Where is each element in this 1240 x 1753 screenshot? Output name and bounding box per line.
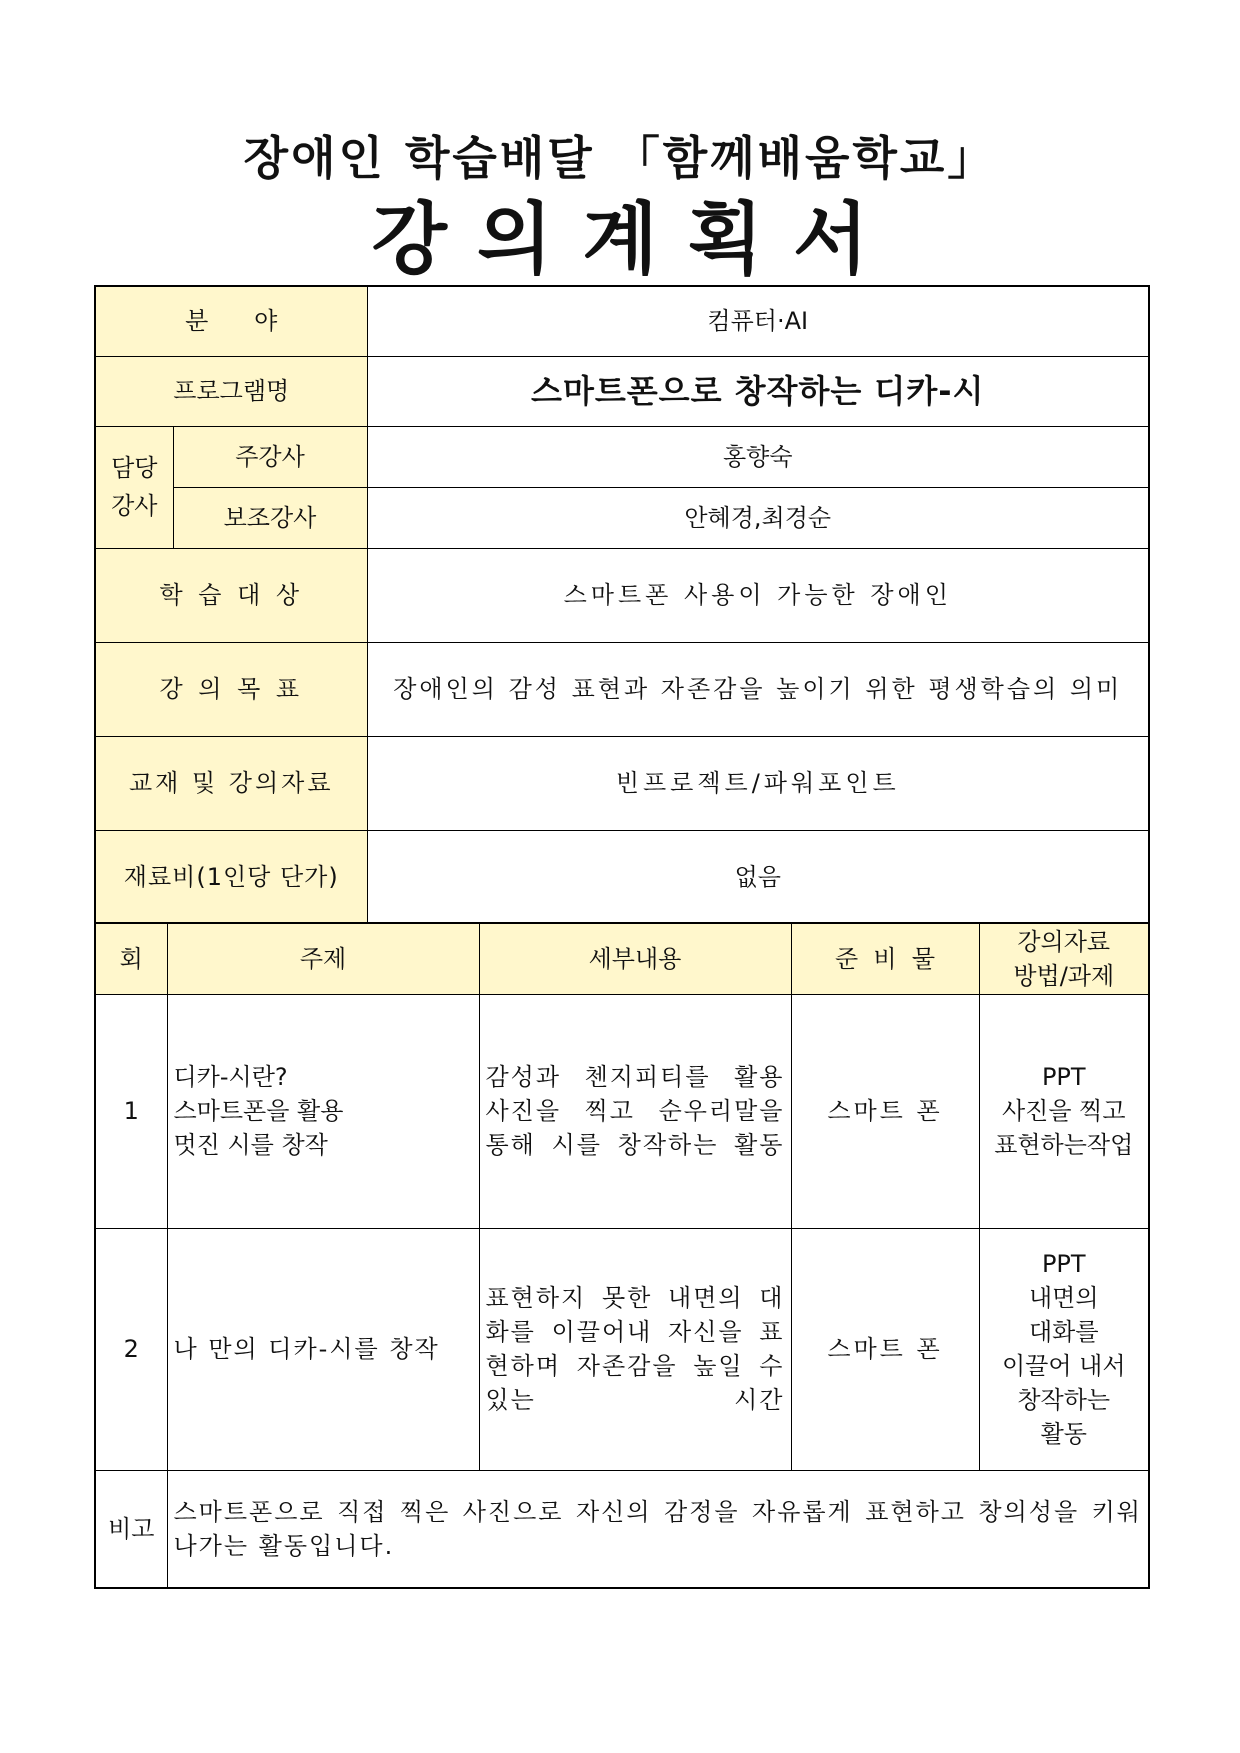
document-title-line2: 강의계획서 bbox=[371, 195, 899, 285]
instructor-group-label: 담당강사 bbox=[111, 454, 158, 520]
topic-header: 주제 bbox=[167, 923, 479, 994]
program-value: 스마트폰으로 창작하는 디카-시 bbox=[367, 356, 1149, 426]
goal-value: 장애인의 감성 표현과 자존감을 높이기 위한 평생학습의 의미 bbox=[367, 642, 1149, 736]
course-info-table bbox=[94, 285, 1150, 925]
fee-value: 없음 bbox=[367, 830, 1149, 924]
material-value: 빈프로젝트/파워포인트 bbox=[367, 736, 1149, 830]
details-cell: 감성과 첸지피티를 활용 사진을 찍고 순우리말을 통해 시를 창작하는 활동 bbox=[479, 994, 791, 1228]
details-header: 세부내용 bbox=[479, 923, 791, 994]
session-header: 회 bbox=[95, 923, 167, 994]
session-number: 1 bbox=[95, 994, 167, 1228]
supplies-cell: 스마트 폰 bbox=[791, 994, 979, 1228]
schedule-table bbox=[94, 922, 1150, 1589]
target-value: 스마트폰 사용이 가능한 장애인 bbox=[367, 548, 1149, 642]
topic-cell bbox=[167, 994, 479, 1228]
field-value: 컴퓨터·AI bbox=[367, 286, 1149, 356]
remarks-label: 비고 bbox=[95, 1470, 167, 1588]
method-line: 표현하는작업 bbox=[994, 1131, 1134, 1159]
material-label: 교재 및 강의자료 bbox=[95, 736, 367, 830]
details-cell: 표현하지 못한 내면의 대화를 이끌어내 자신을 표현하며 자존감을 높일 수 있는 시간 bbox=[479, 1228, 791, 1470]
method-line: 창작하는 bbox=[1017, 1386, 1111, 1414]
method-line: 이끌어 내서 bbox=[1001, 1352, 1126, 1380]
method-cell bbox=[979, 994, 1149, 1228]
topic-line: 나 만의 디카-시를 창작 bbox=[173, 1335, 440, 1363]
field-label: 분 야 bbox=[95, 286, 367, 356]
topic-line: 스마트폰을 활용 bbox=[173, 1097, 344, 1125]
topic-line: 멋진 시를 창작 bbox=[173, 1131, 328, 1159]
document-title-line1: 장애인 학습배달 「함께배움학교」 bbox=[243, 131, 997, 185]
method-line: 대화를 bbox=[1028, 1318, 1099, 1346]
session-number: 2 bbox=[95, 1228, 167, 1470]
assistant-instructor-label: 보조강사 bbox=[173, 487, 367, 548]
supplies-header: 준 비 물 bbox=[791, 923, 979, 994]
goal-label: 강 의 목 표 bbox=[95, 642, 367, 736]
remarks-value: 스마트폰으로 직접 찍은 사진으로 자신의 감정을 자유롭게 표현하고 창의성을 키워 나가는 활동입니다. bbox=[167, 1470, 1149, 1588]
topic-cell bbox=[167, 1228, 479, 1470]
method-header bbox=[979, 923, 1149, 994]
target-label: 학 습 대 상 bbox=[95, 548, 367, 642]
method-cell bbox=[979, 1228, 1149, 1470]
table-row bbox=[95, 994, 1149, 1228]
method-header-line2: 방법/과제 bbox=[1013, 961, 1115, 990]
method-line: PPT bbox=[1041, 1063, 1086, 1091]
program-label: 프로그램명 bbox=[95, 356, 367, 426]
method-line: 사진을 찍고 bbox=[1001, 1097, 1126, 1125]
table-row bbox=[95, 1228, 1149, 1470]
method-line: 내면의 bbox=[1028, 1284, 1099, 1312]
main-instructor-value: 홍향숙 bbox=[367, 426, 1149, 487]
method-line: PPT bbox=[1041, 1250, 1086, 1278]
supplies-cell: 스마트 폰 bbox=[791, 1228, 979, 1470]
instructor-group-cell bbox=[95, 426, 173, 548]
main-instructor-label: 주강사 bbox=[173, 426, 367, 487]
method-line: 활동 bbox=[1040, 1420, 1087, 1448]
assistant-instructor-value: 안혜경,최경순 bbox=[367, 487, 1149, 548]
topic-line: 디카-시란? bbox=[173, 1063, 288, 1091]
method-header-line1: 강의자료 bbox=[1017, 927, 1111, 956]
fee-label: 재료비(1인당 단가) bbox=[95, 830, 367, 924]
